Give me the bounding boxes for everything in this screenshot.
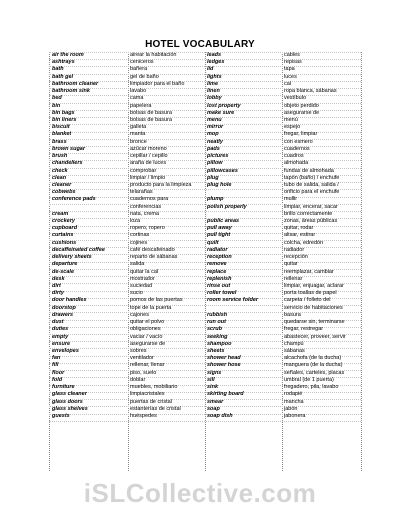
vocab-cell: umbral (de 1 puerta) (284, 376, 334, 383)
vocab-cell: sobres (130, 347, 147, 354)
page-title: HOTEL VOCABULARY (145, 39, 255, 50)
vocab-cell: recepción (284, 254, 308, 261)
vocab-cell: quedarse sin, terminarse (284, 319, 345, 326)
vocab-cell: crockery (52, 218, 75, 225)
vocab-cell: nata, crema (130, 210, 160, 217)
vocab-cell: tubo de salida, salida / (284, 181, 339, 188)
vocab-cell: brush (52, 153, 68, 160)
vocab-cell: soap (207, 405, 220, 412)
vocab-cell: signs (207, 369, 222, 376)
vocab-cell: bolsas de basura (130, 116, 172, 123)
vocab-cell: delivery sheets (52, 254, 92, 261)
vocab-cell: neatly (207, 138, 223, 145)
vocab-cell: cepillar / cepillo (130, 153, 168, 160)
vocab-cell: air the room (52, 52, 84, 58)
vocab-cell: asegurarse de (130, 340, 166, 347)
vocab-cell: bañera (130, 66, 148, 73)
vocab-cell: blanket (52, 131, 72, 138)
vocab-cell: fill (52, 362, 59, 369)
watermark-logo: iSLCollective.com (83, 478, 317, 508)
left-english-column (52, 52, 128, 420)
vocab-cell: replenish (207, 275, 232, 282)
vocab-cell: doblar (130, 376, 146, 383)
vocab-cell: fundas de almohada (284, 167, 334, 174)
vocab-cell: quilt (207, 239, 219, 246)
vocab-cell: carpeta / folleto del (284, 297, 331, 304)
vocab-cell: colcha, edredón (284, 239, 324, 246)
vocab-cell: pads (207, 145, 220, 152)
vocab-cell: make sure (207, 109, 235, 116)
vocab-cell: glass shelves (52, 405, 88, 412)
vocab-cell: manguera (de la ducha) (284, 362, 343, 369)
vocab-cell: dust (52, 319, 64, 326)
vocab-cell: cupboard (52, 225, 78, 232)
vocab-cell: curtains (52, 232, 74, 239)
vocab-cell (207, 189, 281, 196)
vocab-cell: leads (207, 52, 222, 58)
vocab-cell: limpiar / limpio (130, 174, 166, 181)
vocab-cell: brown sugar (52, 145, 86, 152)
vocab-cell: limpiacristales (130, 391, 165, 398)
vocab-cell: manta (130, 131, 146, 138)
vocab-cell: alisar, estirar (284, 232, 316, 239)
vocab-cell: menú (284, 116, 298, 123)
vocab-cell: soap dish (207, 412, 233, 419)
right-english-column (207, 52, 281, 420)
vocab-cell: lid (207, 66, 214, 73)
vocab-cell: salida (130, 261, 145, 268)
vocab-cell: mop (207, 131, 219, 138)
vocab-cell: ceniceros (130, 59, 154, 66)
vocab-cell: señales, carteles, placas (284, 369, 345, 376)
vocab-cell: fan (52, 355, 61, 362)
vocab-cell: airear la habitación (130, 52, 177, 58)
vocab-cell: bathroom cleaner (52, 80, 99, 87)
vocab-cell: smear (207, 398, 224, 405)
vocab-cell: quitar el polvo (130, 319, 165, 326)
vocab-cell: basura (284, 311, 301, 318)
vocab-cell: galleta (130, 124, 147, 131)
vocab-cell: fregar, limpiar (284, 131, 318, 138)
vocab-cell: floor (52, 369, 65, 376)
vocab-cell: plump (207, 196, 224, 203)
vocab-cell (207, 211, 281, 218)
vocab-cell: espejo (284, 124, 301, 131)
vocab-cell: plug hole (207, 181, 232, 188)
left-spanish-column (130, 52, 204, 420)
vocab-cell: desk (52, 275, 65, 282)
vocab-cell: dirty (52, 290, 64, 297)
vocab-cell: muebles, mobiliario (130, 384, 178, 391)
vocab-cell: tapa (284, 66, 295, 73)
vocab-cell: orificio para el enchufe (284, 189, 340, 196)
vocab-cell: departure (52, 261, 78, 268)
vocab-cell: rellenar (284, 275, 303, 282)
vocab-cell: fregadero, pila, lavabo (284, 384, 339, 391)
vocab-cell: rinse out (207, 283, 231, 289)
vocab-cell: papelera (130, 102, 152, 109)
vocabulary-table (49, 52, 361, 471)
vocab-cell: puertas de cristal (130, 398, 172, 405)
vocab-cell: glass cleaner (52, 391, 87, 398)
vocab-cell: quitar la cal (130, 268, 159, 275)
vocab-cell: room service folder (207, 297, 259, 304)
vocab-cell: vestíbulo (284, 95, 307, 102)
vocab-cell: sill (207, 376, 215, 383)
vocab-cell: bolsas de basura (130, 109, 172, 116)
vocab-cell: objeto perdido (284, 102, 319, 109)
vocab-cell: telarañas (130, 189, 153, 196)
vocab-cell: sheets (207, 347, 225, 354)
vocab-cell: lobby (207, 95, 222, 102)
vocab-cell: radiator (207, 246, 228, 253)
vocab-cell: biscuit (52, 124, 70, 131)
vocab-cell: drawers (52, 311, 74, 318)
vocab-cell: cushions (52, 239, 77, 246)
vocab-cell: furniture (52, 384, 75, 391)
vocab-cell: obligaciones (130, 326, 161, 333)
vocab-cell: run out (207, 319, 226, 326)
vocab-cell: mullir (284, 196, 298, 203)
vocab-cell: shower hose (207, 362, 241, 369)
vocab-cell: estanterías de cristal (130, 405, 181, 412)
vocab-cell: suciedad (130, 283, 153, 289)
vocab-cell: alcachofa (de la ducha) (284, 355, 342, 362)
vocab-cell: brillo correctamente (284, 210, 333, 217)
vocab-cell: cleaner (52, 181, 72, 188)
vocab-cell: abastecer, proveer, servir (284, 333, 346, 340)
vocab-cell: pull tight (207, 232, 231, 239)
vocab-cell (207, 305, 281, 312)
vocab-cell: cuadernos para (130, 196, 169, 203)
vocab-cell: araña de luces (130, 160, 167, 167)
vocab-cell: envelopes (52, 347, 79, 354)
vocab-cell: porta toallas de papel (284, 290, 337, 297)
vocab-cell: cal (284, 80, 292, 87)
vocab-cell: asegurarse de (284, 109, 320, 116)
vocab-cell: conference pads (52, 196, 96, 203)
vocab-cell: decaffeinated coffee (52, 246, 105, 253)
vocab-cell: limpiar, enjuagar, aclarar (284, 283, 344, 289)
vocab-cell: glass doors (52, 398, 83, 405)
vocab-cell: bin (52, 102, 61, 109)
vocab-cell: pillowcases (207, 167, 238, 174)
vocab-cell: plug (207, 174, 219, 181)
vocab-cell: reception (207, 254, 232, 261)
vocab-cell: sink (207, 384, 219, 391)
vocab-cell: pictures (207, 153, 229, 160)
vocab-cell: de-scale (52, 268, 75, 275)
vocab-cell: tope de la puerta (130, 304, 172, 311)
vocab-cell: remove (207, 261, 227, 268)
vocab-cell: brass (52, 138, 67, 145)
vocab-cell: cobwebs (52, 189, 76, 196)
vocab-cell: bath (52, 66, 64, 73)
vocab-cell: servicio de habitaciones (284, 304, 343, 311)
vocab-cell: azúcar moreno (130, 145, 167, 152)
vocab-cell: lost property (207, 102, 241, 109)
vocab-cell: cuadros (284, 153, 304, 160)
vocab-cell: check (52, 167, 68, 174)
vocab-cell: champú (284, 340, 304, 347)
vocab-cell: shower head (207, 355, 241, 362)
vocab-cell: scrub (207, 326, 222, 333)
vocab-cell: ashtrays (52, 59, 75, 66)
vocab-cell: doorstop (52, 304, 76, 311)
vocab-cell: bin liners (52, 116, 77, 123)
vocab-cell: cajones (130, 311, 149, 318)
vocab-cell: rodapié (284, 391, 303, 398)
right-spanish-column (284, 52, 360, 420)
vocab-cell: fold (52, 376, 63, 383)
vocab-cell: quitar, rodar (284, 225, 314, 232)
vocab-cell: comprobar (130, 167, 157, 174)
vocab-cell: rellenar, llenar (130, 362, 165, 369)
vocab-cell: ledges (207, 59, 225, 66)
vocab-cell: luces (284, 73, 297, 80)
vocab-cell: pomos de las puertas (130, 297, 183, 304)
vocab-cell: bed (52, 95, 62, 102)
vocab-cell: door handles (52, 297, 87, 304)
vocab-cell: cortinas (130, 232, 150, 239)
vocab-cell: empty (52, 333, 69, 340)
vocab-cell: ropero, ropero (130, 225, 165, 232)
vocab-cell: zonas, áreas públicas (284, 218, 338, 225)
vocab-cell: pillow (207, 160, 223, 167)
vocab-cell: bin bags (52, 109, 75, 116)
vocab-cell: roller towel (207, 290, 237, 297)
vocab-cell: jabonera (284, 412, 306, 419)
vocab-cell: ventilador (130, 355, 154, 362)
row-separator (49, 421, 361, 422)
vocab-cell: tapón (baño) / enchufe (284, 174, 340, 181)
vocab-cell: loza (130, 218, 141, 225)
vocab-cell: polish properly (207, 203, 247, 210)
vocab-cell (52, 204, 128, 211)
vocab-cell: cream (52, 210, 69, 217)
vocab-cell: almohada (284, 160, 309, 167)
vocab-cell: menu (207, 116, 222, 123)
vocab-cell: lights (207, 73, 222, 80)
vocab-cell: quitar (284, 261, 298, 268)
vocab-cell: bath gel (52, 73, 74, 80)
vocab-cell: mirror (207, 124, 224, 131)
vocab-cell: huéspedes (130, 412, 157, 419)
vocab-cell: cuadernos (284, 145, 310, 152)
vocab-cell: clean (52, 174, 67, 181)
vocab-cell: pull away (207, 225, 232, 232)
vocab-cell: repisas (284, 59, 302, 66)
vocab-cell: fregar, restregar (284, 326, 324, 333)
vocab-cell: limpiar, encerar, sacar (284, 203, 338, 210)
vocab-cell: mancha (284, 398, 304, 405)
vocab-cell: radiador (284, 246, 305, 253)
vocab-cell: reparto de sábanas (130, 254, 178, 261)
vocab-cell: bronce (130, 138, 147, 145)
vocab-cell: linen (207, 88, 220, 95)
vocab-cell: lime (207, 80, 219, 87)
vocab-cell: limpiador para el baño (130, 80, 185, 87)
vocab-cell: cama (130, 95, 144, 102)
vocab-cell: dirt (52, 283, 61, 289)
vocab-cell: reemplazar, cambiar (284, 268, 334, 275)
vocab-cell: piso, suelo (130, 369, 157, 376)
vocab-cell: jabón (284, 405, 298, 412)
vocab-cell: shampoo (207, 340, 232, 347)
vocab-cell: gel de baño (130, 73, 159, 80)
vocab-cell: sábanas (284, 347, 305, 354)
vocab-cell: chandeliers (52, 160, 83, 167)
vocab-cell: mostrador (130, 275, 155, 282)
vocab-cell: sucio (130, 290, 143, 297)
vocab-cell: vaciar / vacío (130, 333, 163, 340)
vocab-cell: replace (207, 268, 227, 275)
vocab-cell: seeking (207, 333, 228, 340)
vocab-cell: ropa blanca, sábanas (284, 88, 337, 95)
vocab-cell: ensure (52, 340, 71, 347)
vocab-cell: cables (284, 52, 300, 58)
column-divider (361, 52, 362, 471)
vocab-cell: public areas (207, 218, 240, 225)
vocab-cell: café descafeinado (130, 246, 175, 253)
vocab-cell: producto para la limpieza (130, 181, 192, 188)
vocab-cell: conferencias (130, 203, 162, 210)
vocab-cell: con esmero (284, 138, 313, 145)
vocab-cell: cojines (130, 239, 148, 246)
vocab-cell: lavabo (130, 88, 147, 95)
vocab-cell: guests (52, 412, 70, 419)
vocab-cell: skirting board (207, 391, 244, 398)
vocab-cell: duties (52, 326, 69, 333)
vocab-cell: bathroom sink (52, 88, 90, 95)
vocab-cell: rubbish (207, 311, 228, 318)
